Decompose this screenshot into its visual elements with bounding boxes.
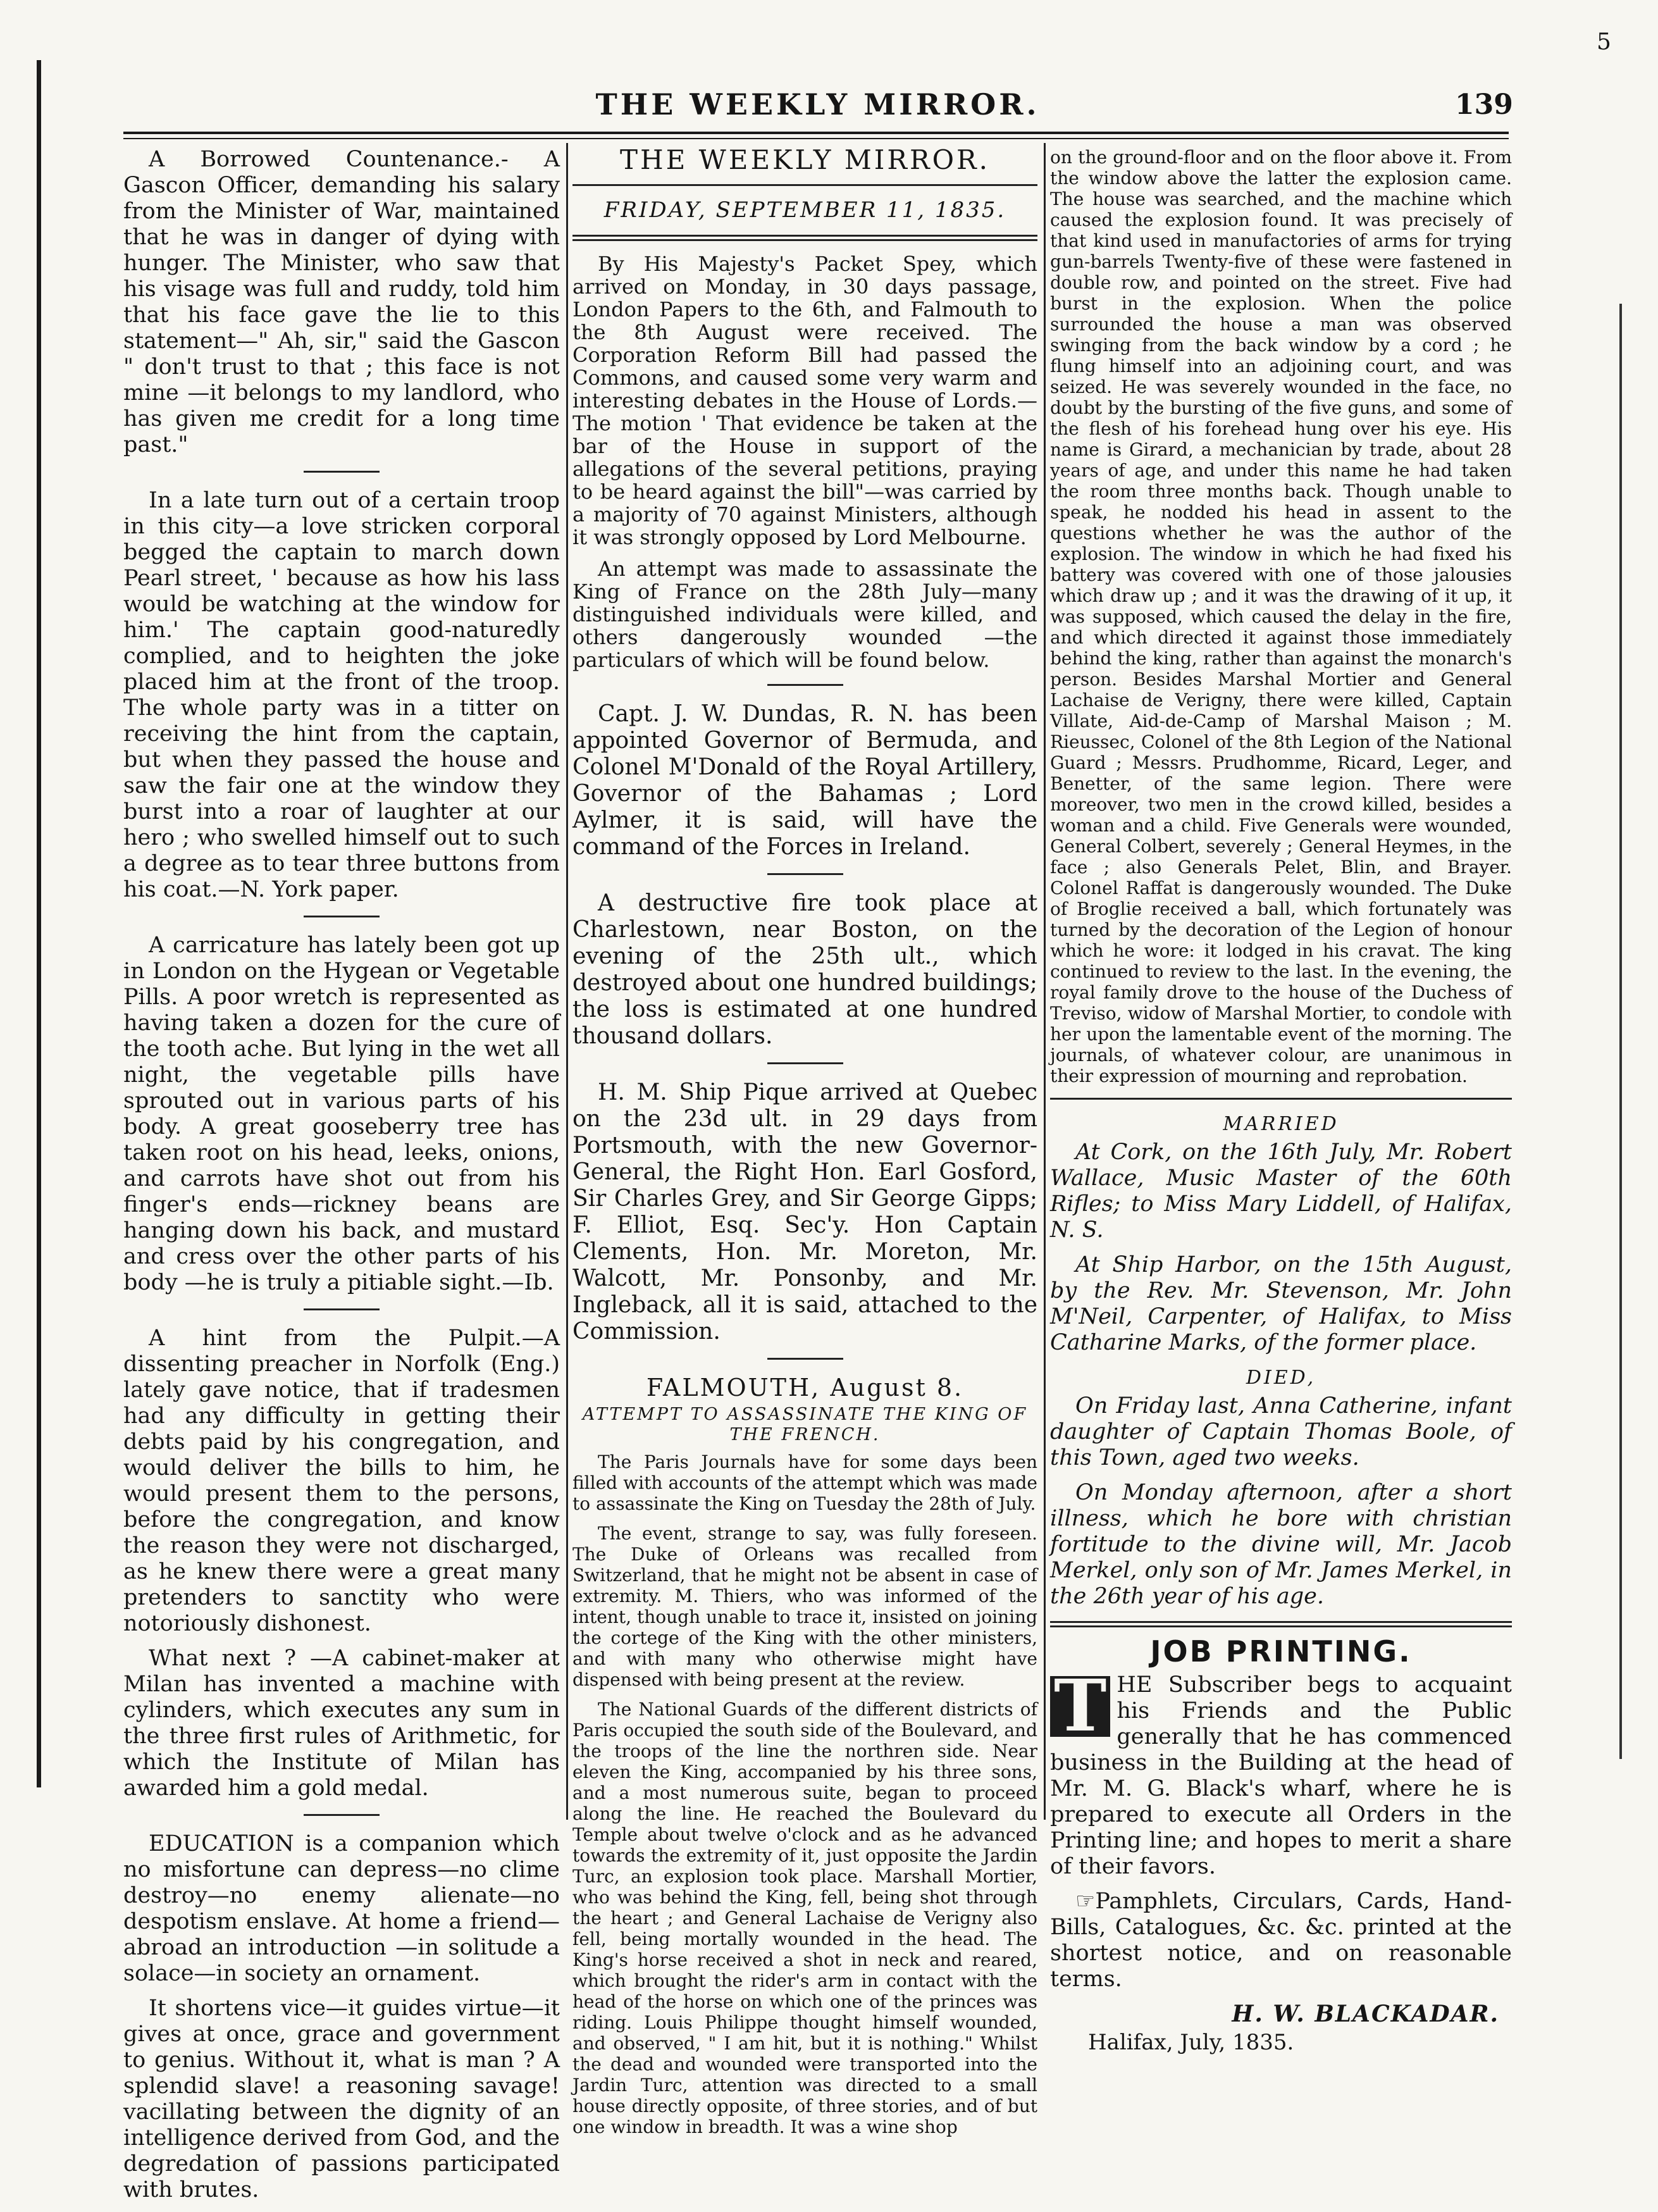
article-troop <box>123 488 560 903</box>
job-printing-ad <box>1050 1665 1512 2056</box>
header-rule-thin <box>123 138 1509 139</box>
article-education <box>123 1831 560 2203</box>
rule <box>1050 1098 1512 1100</box>
falmouth-continued <box>1050 147 1512 1086</box>
falmouth-article <box>572 1451 1037 2137</box>
paragraph: EDUCATION is a companion which no misfortune can depress—no clime destroy—no enemy alienate—no despotism enslave. At home a friend—abroad an introduction —in solitude a solace—in society an ornament. <box>123 1831 560 1986</box>
paragraph: In a late turn out of a certain troop in this city—a love stricken corporal begged the captain to march down Pearl street, ' because as how his lass would be watching at the window for him.' The captain good-naturedly complied, and to heighten the joke placed him at the front of the troop. The whole party was in a titter on receiving the hint from the captain, but when they passed the house and saw the fair one at the window they burst into a roar of laughter at our hero ; who swelled himself out to such a degree as to tear three buttons from his coat.—N. York paper. <box>123 488 560 902</box>
paragraph: What next ? —A cabinet-maker at Milan has invented a machine with cylinders, which executes any sum in the three first rules of Arithmetic, for which the Institute of Milan has awarded him a gold medal. <box>123 1646 560 1801</box>
page-number: 139 <box>1455 89 1513 121</box>
article-borrowed-countenance <box>123 147 560 458</box>
ad-paragraph-2: ☞Pamphlets, Circulars, Cards, Hand-Bills, Catalogues, &c. &c. printed at the shortest notice, and on reasonable terms. <box>1050 1889 1512 1992</box>
dateline: FRIDAY, SEPTEMBER 11, 1835. <box>603 197 1006 223</box>
paragraph: The Paris Journals have for some days been filled with accounts of the attempt which was made to assassinate the King on Tuesday the 28th of July. <box>572 1451 1037 1514</box>
article-fire: A destructive fire took place at Charlestown, near Boston, on the evening of the 25th ult., which destroyed about one hundred buildings; the loss is estimated at one hundred thousand dollars. <box>572 890 1037 1049</box>
separator <box>767 1062 843 1064</box>
double-rule <box>1050 1621 1512 1627</box>
page-masthead: THE WEEKLY MIRROR. <box>595 87 1040 121</box>
notice: At Ship Harbor, on the 15th August, by the Rev. Mr. Stevenson, Mr. John M'Neil, Carpenter, of Halifax, to Miss Catharine Marks, of the former place. <box>1050 1252 1512 1355</box>
news-summary <box>572 252 1037 671</box>
separator <box>767 873 843 875</box>
married-heading: MARRIED <box>1223 1113 1339 1135</box>
binding-edge <box>37 60 41 1787</box>
falmouth-heading: FALMOUTH, August 8. <box>646 1374 964 1401</box>
paragraph: The event, strange to say, was fully foreseen. The Duke of Orleans was recalled from Switzerland, that he might not be absent in case of extremity. M. Thiers, who was informed of the intent, though unable to trace it, insisted on joining the cortege of the King with the other ministers, and with many who otherwise might have dispensed with being present at the review. <box>572 1523 1037 1690</box>
died-heading: DIED, <box>1246 1367 1316 1389</box>
place-date: Halifax, July, 1835. <box>1088 2030 1294 2055</box>
attempt-heading: ATTEMPT TO ASSASSINATE THE KING OF THE FRENCH. <box>582 1405 1028 1445</box>
paragraph: on the ground-floor and on the floor above it. From the window above the latter the explosion came. The house was searched, and the machine which caused the explosion found. It was precisely of that kind used in manufactories of arms for trying gun-barrels Twenty-five of these were fastened in double row, and pointed on the street. Five had burst in the explosion. When the police surrounded the house a man was observed swinging from the back window by a cord ; he flung himself into an adjoining court, and was seized. He was severely wounded in the face, no doubt by the bursting of the five guns, and some of the flesh of his forehead hung over his eye. His name is Girard, a mechanician by trade, about 28 years of age, and under this name he had taken the room three months back. Though unable to speak, he nodded his head in assent to the questions whether he was the author of the explosion. The window in which he had fixed his battery was covered with one of those jalousies which draw up ; and it was the drawing of it up, it was supposed, which caused the delay in the fire, and which directed it against those immediately behind the king, rather than against the monarch's person. Besides Marshal Mortier and General Lachaise de Verigny, there were killed, Captain Villate, Aid-de-Camp of Marshal Maison ; M. Rieussec, Colonel of the 8th Legion of the National Guard ; Messrs. Prudhomme, Ricard, Leger, and Benetter, of the same legion. There were moreover, two men in the crowd killed, besides a woman and a child. Five Generals were wounded, General Colbert, severely ; General Heymes, in the face ; also Generals Pelet, Blin, and Brayer. Colonel Raffat is dangerously wounded. The Duke of Broglie received a ball, which fortunately was turned by the decoration of the Legion of honour which he wore: it lodged in his cravat. The king continued to review to the last. In the evening, the royal family drove to the house of the Duchess of Treviso, widow of Marshal Mortier, to condole with her upon the lamentable event of the morning. The journals, of whatever colour, are unanimous in their expression of mourning and reprobation. <box>1050 147 1512 1086</box>
notice: On Friday last, Anna Catherine, infant daughter of Captain Thomas Boole, of this Town, aged two weeks. <box>1050 1393 1512 1470</box>
article-hint-pulpit <box>123 1326 560 1637</box>
ad-text: HE Subscriber begs to acquaint his Friends and the Public generally that he has commenced business in the Building at the head of Mr. M. G. Black's wharf, where he is prepared to execute all Orders in the Printing line; and hopes to merit a share of their favors. <box>1050 1672 1512 1879</box>
right-column <box>1050 147 1512 2065</box>
married-notices <box>1050 1140 1512 1356</box>
died-notices <box>1050 1393 1512 1610</box>
separator <box>304 916 380 917</box>
notice: On Monday afternoon, after a short illness, which he bore with christian fortitude to the divine will, Mr. Jacob Merkel, only son of Mr. James Merkel, in the 26th year of his age. <box>1050 1480 1512 1609</box>
separator <box>304 471 380 473</box>
article-caricature <box>123 933 560 1296</box>
paragraph: A hint from the Pulpit.—A dissenting preacher in Norfolk (Eng.) lately gave notice, that if tradesmen had any difficulty in getting their debts paid by his congregation, and would deliver the bills to him, he would present them to the persons, before the congregation, and know the reason they were not discharged, as he knew there were a great many pretenders to sanctity who were notoriously dishonest. <box>123 1326 560 1636</box>
separator <box>767 1358 843 1360</box>
job-printing-heading: JOB PRINTING. <box>1150 1634 1412 1668</box>
notice: At Cork, on the 16th July, Mr. Robert Wallace, Music Master of the 60th Rifles; to Miss Mary Liddell, of Halifax, N. S. <box>1050 1140 1512 1243</box>
article-what-next <box>123 1646 560 1801</box>
left-column <box>123 147 560 2212</box>
signature: H. W. BLACKADAR. <box>1232 2001 1499 2027</box>
paragraph: A carricature has lately been got up in London on the Hygean or Vegetable Pills. A poor wretch is represented as having taken a dozen for the cure of the tooth ache. But lying in the wet all night, the vegetable pills have sprouted out in various parts of his body. A great gooseberry tree has taken root on his head, leeks, onions, and carrots have shot out from his finger's ends—rickney beans are hanging down his back, and mustard and cress over the other parts of his body —he is truly a pitiable sight.—Ib. <box>123 933 560 1295</box>
article-dundas: Capt. J. W. Dundas, R. N. has been appointed Governor of Bermuda, and Colonel M'Donald of the Royal Artillery, Governor of the Bahamas ; Lord Aylmer, it is said, will have the command of the Forces in Ireland. <box>572 701 1037 860</box>
middle-column <box>572 144 1037 2146</box>
paragraph: The National Guards of the different districts of Paris occupied the south side of the Boulevard, and the troops of the line the northren side. Near eleven the King, accompanied by his three sons, and a most numerous suite, began to proceed along the line. He reached the Boulevard du Temple about twelve o'clock and as he advanced towards the extremity of it, just opposite the Jardin Turc, an explosion took place. Marshall Mortier, who was behind the King, fell, being shot through the heart ; and General Lachaise de Verigny also fell, being mortally wounded in the head. The King's horse received a shot in neck and reared, which brought the rider's arm in contact with the head of the horse on which one of the princes was riding. Louis Philippe thought himself wounded, and observed, " I am hit, but it is nothing." Whilst the dead and wounded were transported into the Jardin Turc, attention was directed to a small house directly opposite, of three stories, and of but one window in breadth. It was a wine shop <box>572 1699 1037 2137</box>
corner-mark: 5 <box>1597 29 1611 55</box>
column-masthead: THE WEEKLY MIRROR. <box>619 144 991 175</box>
paragraph: A Borrowed Countenance.- A Gascon Officer, demanding his salary from the Minister of War, maintained that he was in danger of dying with hunger. The Minister, who saw that his visage was full and ruddy, told him that his face gave the lie to this statement—" Ah, sir," said the Gascon " don't trust to that ; this face is not mine —it belongs to my landlord, who has given me credit for a long time past." <box>123 147 560 457</box>
page-edge-rule <box>1619 304 1622 1759</box>
separator <box>304 1814 380 1816</box>
rule <box>572 184 1037 186</box>
ad-paragraph <box>1050 1665 1512 1880</box>
paragraph: It shortens vice—it guides virtue—it gives at once, grace and government to genius. Without it, what is man ? A splendid slave! a reasoning savage! vacillating between the dignity of an intelligence derived from God, and the degredation of passions participated with brutes. <box>123 1996 560 2203</box>
article-pique: H. M. Ship Pique arrived at Quebec on the 23d ult. in 29 days from Portsmouth, with the new Governor-General, the Right Hon. Earl Gosford, Sir Charles Grey, and Sir George Gipps; F. Elliot, Esq. Sec'y. Hon Captain Clements, Hon. Mr. Moreton, Mr. Walcott, Mr. Ponsonby, and Mr. Ingleback, all it is said, attached to the Commission. <box>572 1079 1037 1345</box>
paragraph: An attempt was made to assassinate the King of France on the 28th July—many distinguished individuals were killed, and others dangerously wounded —the particulars of which will be found below. <box>572 557 1037 672</box>
paragraph: By His Majesty's Packet Spey, which arrived on Monday, in 30 days passage, London Papers to the 6th, and Falmouth to the 8th August were received. The Corporation Reform Bill had passed the Commons, and caused some very warm and interesting debates in the House of Lords.—The motion ' That evidence be taken at the bar of the House in support of the allegations of the several petitions, praying to be heard against the bill"—was carried by a majority of 70 against Ministers, although it was strongly opposed by Lord Melbourne. <box>572 252 1037 549</box>
column-rule-left <box>566 143 568 1820</box>
drop-cap: T <box>1050 1676 1110 1737</box>
column-rule-right <box>1044 143 1046 1820</box>
separator <box>304 1308 380 1310</box>
separator <box>767 684 843 686</box>
header-rule <box>123 132 1509 134</box>
double-rule <box>572 235 1037 241</box>
